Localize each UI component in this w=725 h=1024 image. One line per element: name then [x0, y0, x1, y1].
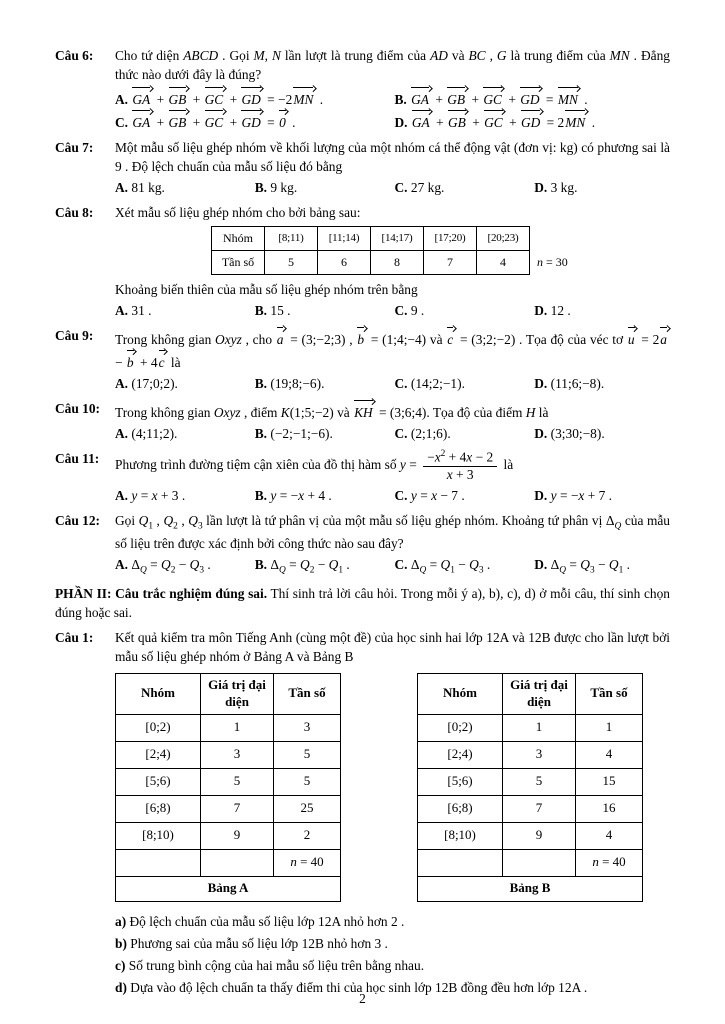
- question-12-text: Gọi $Q_1$ , $Q_2$ , $Q_3$ lần lượt là tứ phân vị của một mẫu số liệu ghép nhóm. Khoảng tứ phân vị $\Delta_Q$ của mẫu số liệu trên được xác định bởi công thức nào sau đây?: [115, 512, 670, 551]
- table-cell: [0;2): [418, 714, 503, 741]
- table-cell: Tần số: [212, 251, 265, 275]
- question-9: [55, 326, 670, 393]
- table-row: [212, 227, 590, 251]
- option-text: GA + GB + GC + GD = −2MN .: [131, 92, 323, 107]
- option-d: [395, 109, 671, 132]
- question-12-label: Câu 12:: [55, 512, 101, 528]
- option-d: [534, 178, 670, 197]
- table-header: Tần số: [576, 673, 643, 714]
- table-cell: 9: [503, 822, 576, 849]
- question-10-body: [115, 399, 670, 443]
- table-cell: 9: [201, 822, 274, 849]
- table-row: [418, 714, 643, 741]
- option-c: [395, 374, 531, 393]
- question-10-text: Trong không gian Oxyz , điểm K(1;5;−2) và KH = (3;6;4). Tọa độ của điểm H là: [115, 399, 670, 422]
- question-7: [55, 138, 670, 197]
- question-11-label: Câu 11:: [55, 451, 100, 467]
- table-row: [116, 714, 341, 741]
- option-text: 12 .: [550, 303, 571, 319]
- option-b: [255, 555, 391, 578]
- option-c: [395, 301, 531, 320]
- question-9-text: Trong không gian Oxyz , cho a = (3;−2;3) , b = (1;4;−4) và c = (3;2;−2) . Tọa độ của véc tơ u = 2a − b + 4c là: [115, 326, 670, 372]
- table-cell: 1: [576, 714, 643, 741]
- option-c: [395, 555, 531, 578]
- option-a: [115, 301, 251, 320]
- sample-size-cell: n = 30: [537, 255, 568, 270]
- question-7-label: Câu 7:: [55, 140, 94, 156]
- option-letter: C.: [394, 426, 408, 442]
- option-d: [534, 486, 670, 505]
- table-cell: 8: [371, 251, 424, 275]
- option-a: [115, 374, 251, 393]
- table-caption: Bảng A: [116, 876, 341, 901]
- question-8-body: [115, 203, 670, 320]
- option-text: $\Delta_Q = Q_2 - Q_1$ .: [270, 556, 350, 576]
- statement-text: Phương sai của mẫu số liệu lớp 12B nhỏ hơn 3 .: [130, 935, 388, 951]
- option-letter: A.: [115, 92, 129, 108]
- option-text: 31 .: [131, 303, 152, 319]
- table-header: Nhóm: [418, 673, 503, 714]
- option-letter: A.: [115, 556, 129, 572]
- option-text: (19;8;−6).: [270, 376, 325, 392]
- statement-c: [115, 956, 670, 975]
- option-text: 9 kg.: [270, 180, 298, 196]
- option-text: $\Delta_Q = Q_2 - Q_3$ .: [131, 556, 211, 576]
- table-cell: 15: [576, 768, 643, 795]
- option-letter: C.: [394, 487, 408, 503]
- question-6: [55, 46, 670, 132]
- table-cell: [8;11): [265, 227, 318, 251]
- statement-a: [115, 912, 670, 931]
- question-9-body: [115, 326, 670, 393]
- statement-letter: a): [115, 913, 127, 929]
- statement-letter: d): [115, 979, 127, 995]
- option-text: 27 kg.: [410, 180, 445, 196]
- table-row: [116, 768, 341, 795]
- option-text: GA + GB + GC + GD = 2MN .: [411, 115, 595, 130]
- option-a: [115, 486, 251, 505]
- option-d: [534, 555, 670, 578]
- table-cell-empty: [201, 849, 274, 876]
- option-d: [534, 374, 670, 393]
- option-text: 3 kg.: [550, 180, 578, 196]
- option-letter: C.: [394, 180, 408, 196]
- option-letter: D.: [534, 426, 548, 442]
- option-letter: B.: [254, 303, 268, 319]
- option-c: [395, 486, 531, 505]
- table-cell: 5: [274, 741, 341, 768]
- question-10: [55, 399, 670, 443]
- table-cell: 7: [424, 251, 477, 275]
- question-6-label: Câu 6:: [55, 48, 94, 63]
- table-cell-empty: [116, 849, 201, 876]
- option-letter: B.: [254, 376, 268, 392]
- table-cell: [14;17): [371, 227, 424, 251]
- table-header: Giá trị đại diện: [201, 673, 274, 714]
- question-9-label: Câu 9:: [55, 328, 94, 344]
- bang-b-table: [417, 673, 643, 902]
- table-cell: 3: [503, 741, 576, 768]
- table-cell: 7: [503, 795, 576, 822]
- option-text: y = x + 3 .: [131, 487, 186, 503]
- option-letter: C.: [394, 303, 408, 319]
- table-cell: [2;4): [418, 741, 503, 768]
- table-cell: 25: [274, 795, 341, 822]
- part2-heading: [55, 584, 670, 622]
- option-letter: A.: [115, 487, 129, 503]
- option-letter: D.: [534, 180, 548, 196]
- option-letter: D.: [534, 556, 548, 572]
- option-d: [534, 424, 670, 443]
- question-6-body: [115, 46, 670, 132]
- table-row: [418, 741, 643, 768]
- option-letter: B.: [254, 180, 268, 196]
- question-7-body: [115, 138, 670, 197]
- option-letter: B.: [394, 92, 407, 108]
- statement-letter: c): [115, 957, 126, 973]
- option-b: [255, 301, 391, 320]
- option-a: [115, 555, 251, 578]
- table-cell-empty: [530, 227, 590, 251]
- option-c: [115, 109, 391, 132]
- option-b: [255, 374, 391, 393]
- option-c: [395, 178, 531, 197]
- question-8-outro: Khoảng biến thiên của mẫu số liệu ghép nhóm trên bằng: [115, 282, 418, 298]
- table-cell: 5: [201, 768, 274, 795]
- option-text: (−2;−1;−6).: [270, 426, 333, 442]
- option-letter: D.: [534, 376, 548, 392]
- question-11-body: [115, 449, 670, 504]
- table-cell: 16: [576, 795, 643, 822]
- statement-text: Độ lệch chuẩn của mẫu số liệu lớp 12A nhỏ hơn 2 .: [129, 913, 405, 929]
- table-cell: [0;2): [116, 714, 201, 741]
- sample-size-cell: n = 40: [576, 849, 643, 876]
- table-caption-row: [116, 876, 341, 901]
- table-cell: 2: [274, 822, 341, 849]
- table-cell: 6: [318, 251, 371, 275]
- table-header: Tần số: [274, 673, 341, 714]
- table-cell: [20;23): [477, 227, 530, 251]
- question-8-label: Câu 8:: [55, 205, 94, 221]
- statement-b: [115, 934, 670, 953]
- table-row: [116, 741, 341, 768]
- option-text: $\Delta_Q = Q_3 - Q_1$ .: [550, 556, 630, 576]
- option-text: 81 kg.: [131, 180, 165, 196]
- question-9-options: [115, 374, 670, 393]
- question-8-intro: Xét mẫu số liệu ghép nhóm cho bởi bảng sau:: [115, 205, 361, 221]
- table-row: [418, 849, 643, 876]
- part2-question-1-label: Câu 1:: [55, 629, 94, 645]
- option-letter: A.: [115, 303, 129, 319]
- table-row: [418, 768, 643, 795]
- table-cell: 1: [201, 714, 274, 741]
- question-11-options: [115, 486, 670, 505]
- table-caption-row: [418, 876, 643, 901]
- option-b: [395, 86, 671, 109]
- option-letter: C.: [115, 115, 129, 131]
- part2-instructions: Thí sinh trả lời câu hỏi. Trong mỗi ý a), b), c), d) ở mỗi câu, thí sinh chọn đúng hoặc sai.: [55, 585, 670, 620]
- table-cell: 3: [274, 714, 341, 741]
- table-row: [116, 795, 341, 822]
- option-letter: B.: [254, 487, 268, 503]
- table-cell: 5: [265, 251, 318, 275]
- question-12-options: [115, 555, 670, 578]
- table-cell: Nhóm: [212, 227, 265, 251]
- option-text: 9 .: [410, 303, 425, 319]
- question-7-text: Một mẫu số liệu ghép nhóm về khối lượng của một nhóm cá thể động vật (đơn vị: kg) có phương sai là 9 . Độ lệch chuẩn của mẫu số liệu đó bằng: [115, 140, 670, 175]
- option-text: y = x − 7 .: [410, 487, 465, 503]
- table-row: [116, 849, 341, 876]
- question-11: [55, 449, 670, 504]
- table-cell: 1: [503, 714, 576, 741]
- table-header-row: [418, 673, 643, 714]
- table-cell: [8;10): [418, 822, 503, 849]
- option-letter: B.: [254, 426, 268, 442]
- option-letter: A.: [115, 426, 129, 442]
- table-cell: 3: [201, 741, 274, 768]
- option-text: (11;6;−8).: [550, 376, 605, 392]
- table-cell: 4: [576, 822, 643, 849]
- option-text: y = −x + 4 .: [270, 487, 332, 503]
- question-10-label: Câu 10:: [55, 401, 101, 417]
- table-header-row: [116, 673, 341, 714]
- option-text: (14;2;−1).: [410, 376, 465, 392]
- table-cell: [5;6): [116, 768, 201, 795]
- table-cell-empty: [503, 849, 576, 876]
- option-text: 15 .: [270, 303, 291, 319]
- option-text: (17;0;2).: [131, 376, 178, 392]
- option-letter: A.: [115, 376, 129, 392]
- statement-text: Số trung bình cộng của hai mẫu số liệu trên bằng nhau.: [128, 957, 425, 973]
- option-b: [255, 424, 391, 443]
- option-a: [115, 86, 391, 109]
- cau8-frequency-table: [211, 226, 590, 275]
- option-text: (2;1;6).: [410, 426, 451, 442]
- option-letter: B.: [254, 556, 268, 572]
- table-caption: Bảng B: [418, 876, 643, 901]
- option-letter: D.: [534, 303, 548, 319]
- option-b: [255, 486, 391, 505]
- option-text: (3;30;−8).: [550, 426, 605, 442]
- table-row: [418, 822, 643, 849]
- option-letter: C.: [394, 376, 408, 392]
- table-cell: [2;4): [116, 741, 201, 768]
- statement-text: Dựa vào độ lệch chuẩn ta thấy điểm thi của học sinh lớp 12B đồng đều hơn lớp 12A .: [130, 979, 588, 995]
- part2-title: PHẦN II: Câu trắc nghiệm đúng sai.: [55, 585, 268, 601]
- table-cell: [6;8): [116, 795, 201, 822]
- table-cell: [5;6): [418, 768, 503, 795]
- question-10-options: [115, 424, 670, 443]
- table-header: Giá trị đại diện: [503, 673, 576, 714]
- part2-question-1: [55, 628, 670, 1000]
- question-12: [55, 511, 670, 578]
- option-letter: C.: [394, 556, 408, 572]
- option-letter: D.: [394, 115, 408, 131]
- option-text: $\Delta_Q = Q_1 - Q_3$ .: [410, 556, 491, 576]
- statement-letter: b): [115, 935, 127, 951]
- table-cell: 5: [274, 768, 341, 795]
- option-text: GA + GB + GC + GD = 0 .: [131, 115, 295, 130]
- option-a: [115, 178, 251, 197]
- table-cell-empty: [418, 849, 503, 876]
- question-7-options: [115, 178, 670, 197]
- question-12-body: [115, 511, 670, 578]
- question-6-options: [115, 86, 670, 132]
- option-d: [534, 301, 670, 320]
- option-text: GA + GB + GC + GD = MN .: [410, 92, 587, 107]
- table-cell: 5: [503, 768, 576, 795]
- table-cell: [6;8): [418, 795, 503, 822]
- option-text: (4;11;2).: [131, 426, 178, 442]
- question-8-options: [115, 301, 670, 320]
- tables-row: [115, 673, 670, 902]
- question-8: [55, 203, 670, 320]
- option-a: [115, 424, 251, 443]
- part2-question-1-body: [115, 628, 670, 1000]
- table-cell: [8;10): [116, 822, 201, 849]
- question-6-text: Cho tứ diện ABCD . Gọi M, N lần lượt là trung điểm của AD và BC , G là trung điểm của MN . Đẳng thức nào dưới đây là đúng?: [115, 48, 670, 83]
- table-row: [212, 251, 590, 275]
- table-row: [116, 822, 341, 849]
- page-number: 2: [359, 990, 366, 1006]
- option-c: [395, 424, 531, 443]
- table-cell: 4: [576, 741, 643, 768]
- option-letter: A.: [115, 180, 129, 196]
- part2-question-1-text: Kết quả kiểm tra môn Tiếng Anh (cùng một đề) của học sinh hai lớp 12A và 12B được cho lần lượt bởi mẫu số liệu ghép nhóm ở Bảng A và Bảng B: [115, 629, 670, 664]
- table-row: [418, 795, 643, 822]
- table-cell: 4: [477, 251, 530, 275]
- statements: [115, 912, 670, 997]
- option-b: [255, 178, 391, 197]
- option-letter: D.: [534, 487, 548, 503]
- table-cell: 7: [201, 795, 274, 822]
- bang-a-table: [115, 673, 341, 902]
- table-cell: [17;20): [424, 227, 477, 251]
- table-cell: [11;14): [318, 227, 371, 251]
- option-text: y = −x + 7 .: [550, 487, 612, 503]
- table-header: Nhóm: [116, 673, 201, 714]
- sample-size-cell: n = 40: [274, 849, 341, 876]
- question-11-text: Phương trình đường tiệm cận xiên của đồ thị hàm số y = $\frac{-x^2 + 4x - 2}{x + 3}$ là: [115, 449, 514, 483]
